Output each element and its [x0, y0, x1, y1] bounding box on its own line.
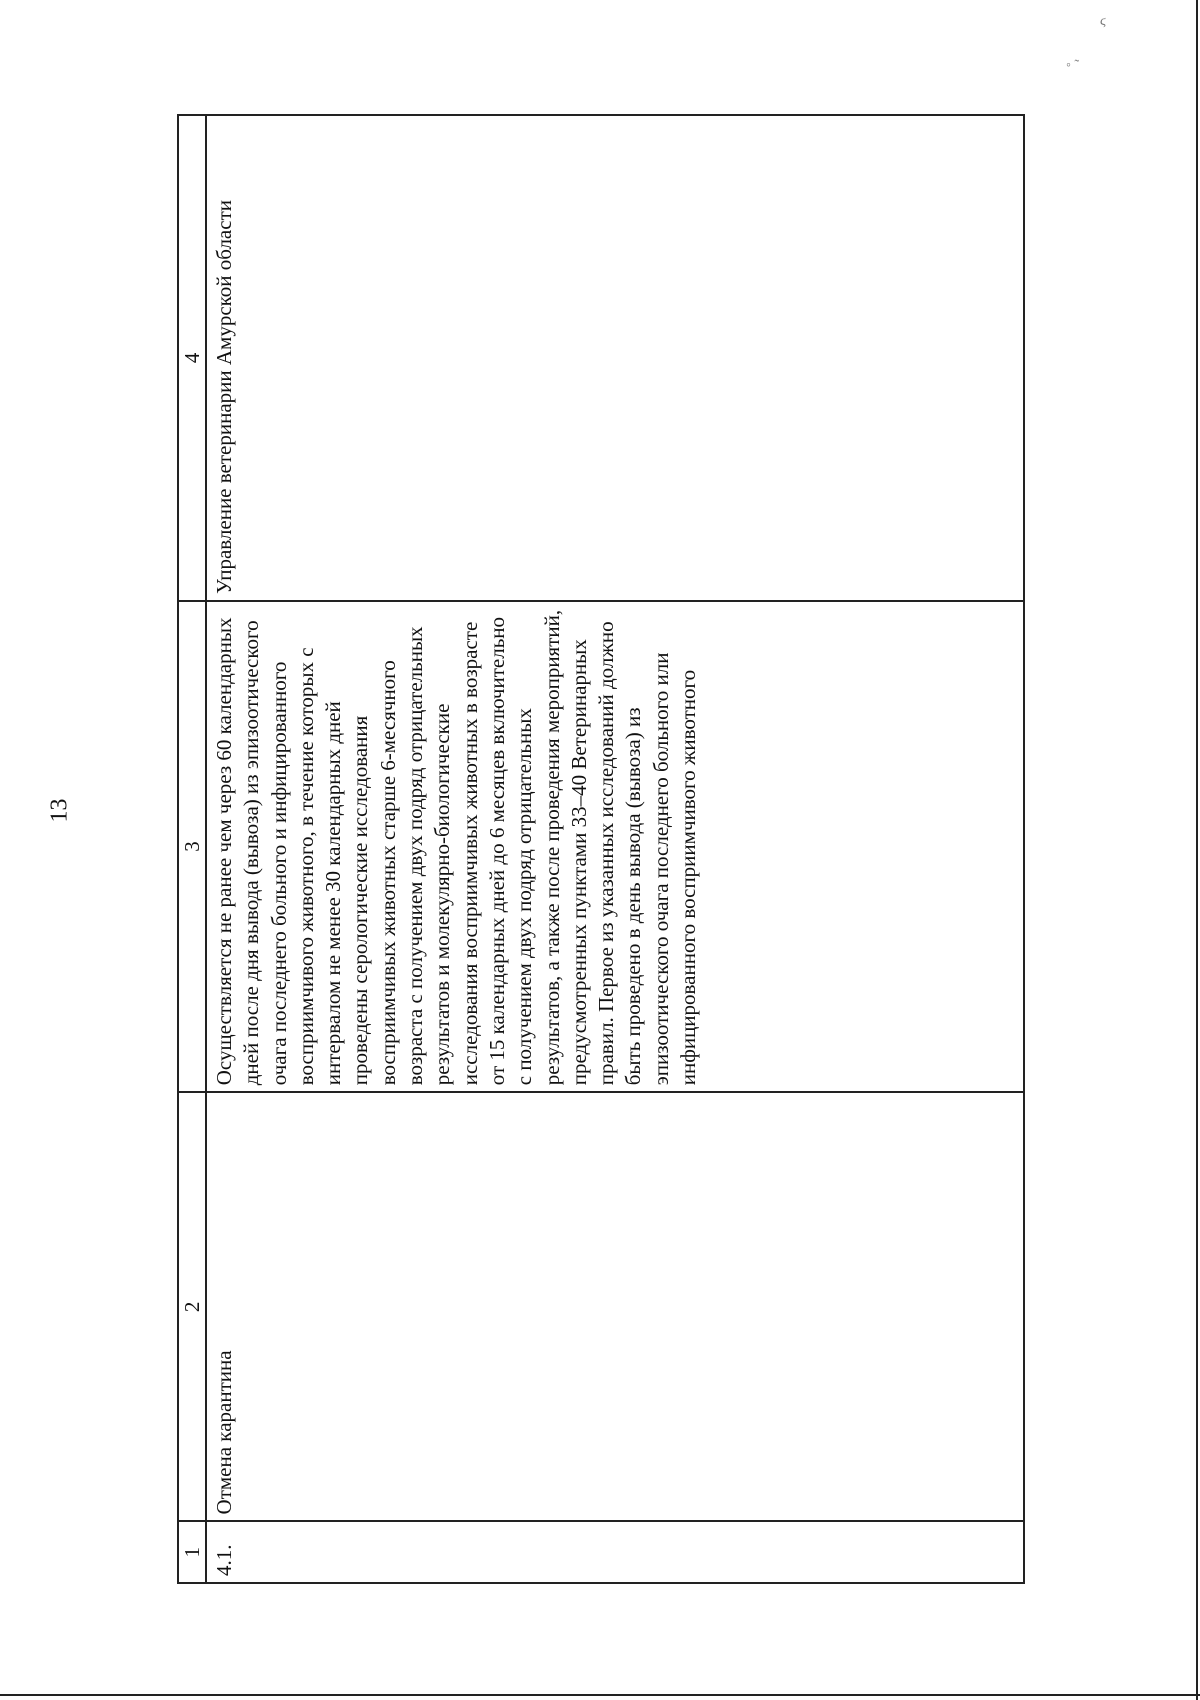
responsible-body: Управление ветеринарии Амурской области [212, 200, 236, 594]
rotated-table-container [177, 114, 1025, 1584]
measures-table [177, 114, 1025, 1584]
page-border-bottom [0, 1694, 1200, 1696]
table-header-row [178, 115, 206, 1583]
scan-mark: ◦ ˜ [1066, 58, 1080, 73]
measure-description-cell [206, 601, 1024, 1092]
page-number: 13 [46, 798, 73, 823]
column-header-2: 2 [178, 1092, 206, 1521]
scan-mark: ϛ [1100, 14, 1106, 29]
column-header-1: 1 [178, 1521, 206, 1583]
responsible-body-cell [206, 115, 1024, 601]
table-row [206, 115, 1024, 1583]
column-header-4: 4 [178, 115, 206, 601]
column-header-3: 3 [178, 601, 206, 1092]
row-number-cell [206, 1521, 1024, 1583]
row-number: 4.1. [212, 1544, 236, 1576]
measure-description: Осуществляется не ранее чем через 60 календарных дней после дня вывода (вывоза) из эпизоотического очага последнего больного и инфицированного восприимчивого животного, в течение которых с интервалом не менее 30 календарных дней проведены серологические исследования восприимчивых животных старше 6-месячного возраста с получением двух подряд отрицательных результатов и молекулярно-биологические исследования восприимчивых животных в возрасте от 15 календарных дней до 6 месяцев включительно с получением двух подряд отрицательных результатов, а также после проведения мероприятий, предусмотренных пунктами 33–40 Ветеринарных правил. Первое из указанных исследований должно быть проведено в день вывода (вывоза) из эпизоотического очага последнего больного или инфицированного восприимчивого животного [212, 609, 701, 1086]
page-border-right [1196, 0, 1198, 1700]
measure-name: Отмена карантина [212, 1350, 236, 1515]
measure-name-cell [206, 1092, 1024, 1521]
